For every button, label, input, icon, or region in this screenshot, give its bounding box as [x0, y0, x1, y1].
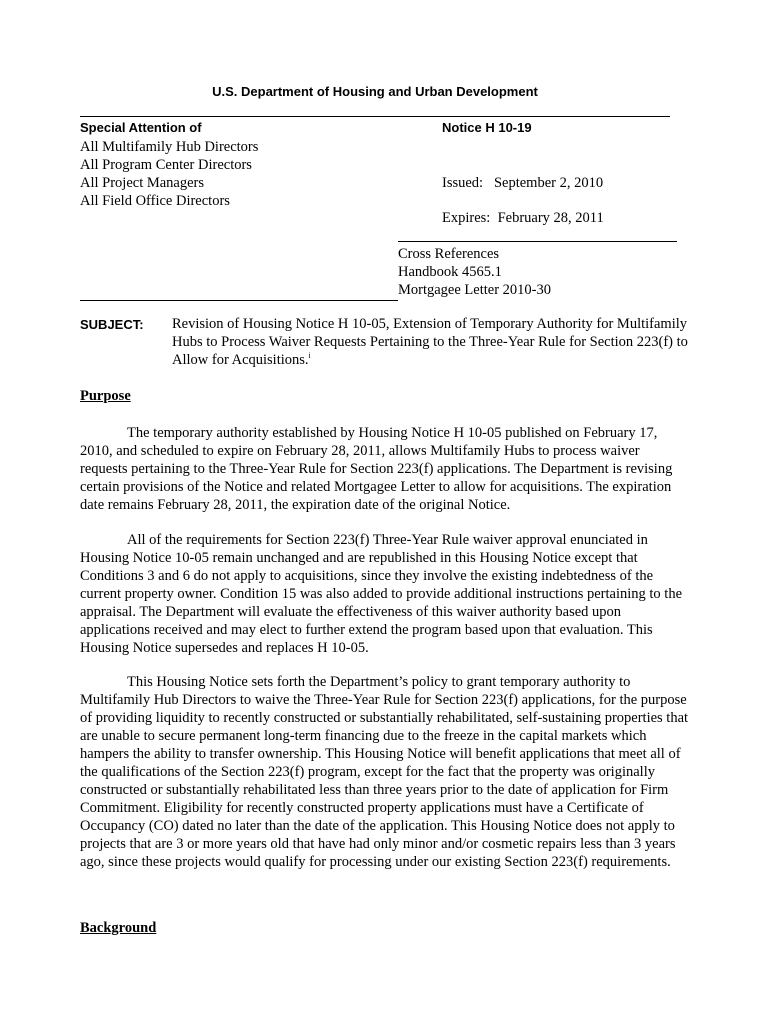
issued-date: Issued: September 2, 2010 — [442, 175, 604, 191]
paragraph-text: All of the requirements for Section 223(f) Three-Year Rule waiver approval enunciated in Housing Notice 10-05 remain unchanged and are republished in this Housing Notice except that Conditions 3 and 6 do not apply to acquisitions, since they involve the existing indebtedness of the current property owner. Condition 15 was also added to provide additional instructions pertaining to the appraisal. The Department will evaluate the effectiveness of this waiver authority based upon applications received and may elect to further extend the program based upon that evaluation. This Housing Notice supersedes and replaces H 10-05. — [80, 532, 683, 656]
recipient-item: All Multifamily Hub Directors — [80, 139, 259, 155]
recipient-item: All Field Office Directors — [80, 193, 230, 209]
expires-date: Expires: February 28, 2011 — [442, 210, 604, 226]
purpose-paragraph-2 — [80, 531, 690, 657]
special-attention-heading: Special Attention of — [80, 120, 202, 135]
subject-text — [172, 315, 692, 369]
subject-label: SUBJECT: — [80, 317, 144, 332]
purpose-paragraph-1 — [80, 424, 690, 514]
subject-body: Revision of Housing Notice H 10-05, Extension of Temporary Authority for Multifamily Hubs to Process Waiver Requests Pertaining to the Three-Year Rule for Section 223(f) to Allow for Acquisitions. — [172, 316, 688, 368]
subject-divider — [80, 300, 398, 301]
recipient-list — [80, 138, 258, 210]
footnote-mark[interactable]: i — [308, 351, 311, 361]
cross-reference-heading: Cross References — [398, 246, 500, 262]
cross-reference-item: Mortgagee Letter 2010-30 — [398, 282, 552, 298]
cross-references — [398, 245, 551, 299]
recipient-item: All Program Center Directors — [80, 157, 252, 173]
header-divider — [80, 116, 670, 117]
paragraph-text: The temporary authority established by Housing Notice H 10-05 published on February 17, 2010, and scheduled to expire on February 28, 2011, allows Multifamily Hubs to process waiver requests pertaining to the Three-Year Rule for Section 223(f) applications. The Department is revising certain provisions of the Notice and related Mortgagee Letter to allow for acquisitions. The expiration date remains February 28, 2011, the expiration date of the original Notice. — [80, 425, 673, 513]
recipient-item: All Project Managers — [80, 175, 205, 191]
purpose-heading: Purpose — [80, 388, 131, 404]
paragraph-text: This Housing Notice sets forth the Department’s policy to grant temporary authority to Multifamily Hub Directors to waive the Three-Year Rule for Section 223(f) applications, for the purpose of providing liquidity to recently constructed or substantially rehabilitated, self-sustaining properties that are unable to secure permanent long-term financing due to the freeze in the capital markets which hampers the ability to transfer ownership. This Housing Notice will benefit applications that meet all of the qualifications of the Section 223(f) program, except for the fact that the property was originally constructed or substantially rehabilitated less than three years prior to the date of application for Firm Commitment. Eligibility for recently constructed property applications must have a Certificate of Occupancy (CO) dated no later than the date of the application. This Housing Notice does not apply to projects that are 3 or more years old that have had only minor and/or cosmetic repairs less than 3 years ago, since these projects would qualify for processing under our existing Section 223(f) requirements. — [80, 674, 689, 870]
background-heading: Background — [80, 920, 157, 936]
cross-reference-divider — [398, 241, 677, 242]
purpose-paragraph-3 — [80, 673, 690, 871]
cross-reference-item: Handbook 4565.1 — [398, 264, 502, 280]
notice-number: Notice H 10-19 — [442, 120, 532, 135]
department-title: U.S. Department of Housing and Urban Development — [212, 84, 538, 99]
